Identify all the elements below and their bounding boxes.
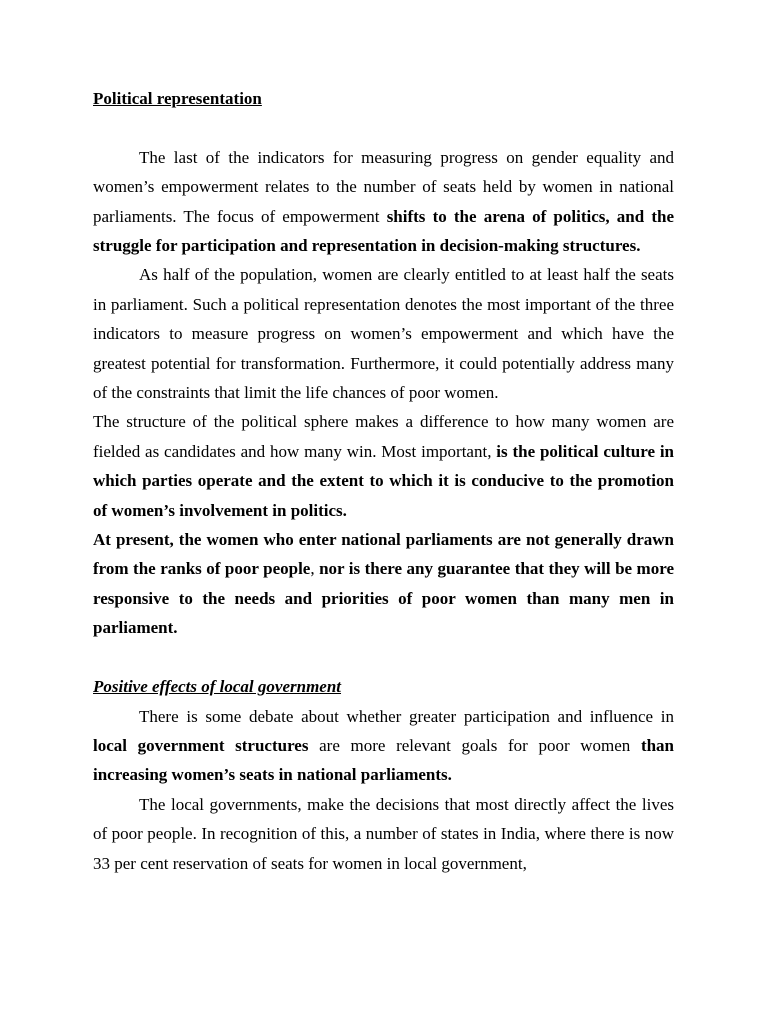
document-page [93, 84, 674, 878]
paragraph-bold-text: local government structures [93, 735, 309, 755]
paragraph-text: The structure of the political sphere makes a difference to how many women are fielded as candidates and how many win. Most important, [93, 412, 674, 461]
paragraph-text: are more relevant goals for poor women [308, 735, 641, 755]
paragraph-bold-text: shifts to the arena of politics, and the struggle for participation and representation in decision-making structures. [93, 206, 674, 256]
paragraph-bold-text: is the political culture in which parties operate and the extent to which it is conducive to the promotion of women’s involvement in politics. [93, 441, 675, 520]
paragraph-text: There is some debate about whether greater participation and influence in [139, 706, 674, 726]
paragraph-bold-text: than increasing women’s seats in national parliaments. [93, 735, 675, 785]
paragraph-bold-text: nor is there any guarantee that they will be more responsive to the needs and priorities of poor women than many men in parliament. [93, 559, 675, 638]
section-heading-local-government: Positive effects of local government [93, 677, 342, 697]
paragraph-text: The last of the indicators for measuring progress on gender equality and women’s empowerment relates to the number of seats held by women in national parliaments. The focus of empowerment [93, 147, 674, 226]
paragraph-local-governments: The local governments, make the decisions that most directly affect the lives of poor people. In recognition of this, a number of states in India, where there is now 33 per cent reservation of seats for women in local government, [93, 794, 674, 873]
spacer [93, 643, 674, 672]
section-heading-political-representation: Political representation [93, 89, 262, 108]
spacer [93, 113, 674, 142]
paragraph-political-sphere [93, 407, 674, 525]
paragraph-debate [93, 702, 674, 790]
paragraph-at-present [93, 525, 674, 643]
paragraph-bold-text: At present, the women who enter national parliaments are not generally drawn from the ranks of poor people [93, 530, 674, 579]
paragraph-half-population: As half of the population, women are clearly entitled to at least half the seats in parliament. Such a political representation denotes the most important of the three indicators to measure progress on women’s empowerment and which have the greatest potential for transformation. Furthermore, it could potentially address many of the constraints that limit the life chances of poor women. [93, 265, 674, 403]
paragraph-text: , [310, 559, 320, 579]
paragraph-indicators [93, 143, 674, 261]
